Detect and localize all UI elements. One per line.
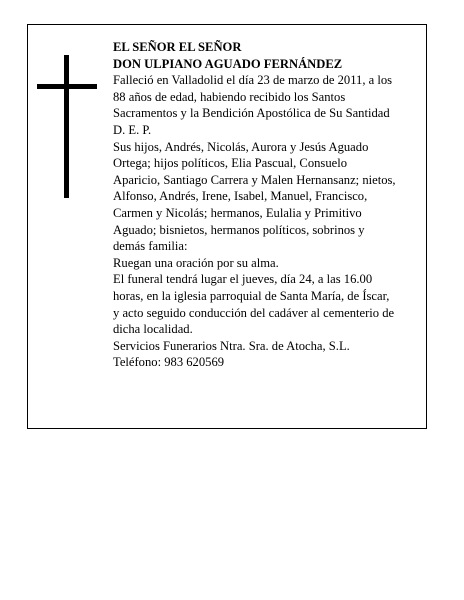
- family-list-line: Alfonso, Andrés, Irene, Isabel, Manuel, Francisco,: [113, 189, 368, 204]
- family-list-line: demás familia:: [113, 239, 188, 254]
- cross-vertical-bar: [64, 55, 69, 198]
- death-announcement-line: 88 años de edad, habiendo recibido los Santos: [113, 89, 346, 104]
- family-list-line: Aparicio, Santiago Carrera y Malen Hernansanz; nietos,: [113, 172, 396, 187]
- deceased-name: DON ULPIANO AGUADO FERNÁNDEZ: [113, 56, 343, 71]
- family-list-line: Sus hijos, Andrés, Nicolás, Aurora y Jesús Aguado: [113, 139, 369, 154]
- cross-horizontal-bar: [37, 84, 97, 89]
- family-list-line: Ortega; hijos políticos, Elia Pascual, Consuelo: [113, 156, 347, 171]
- family-list-line: Carmen y Nicolás; hermanos, Eulalia y Primitivo: [113, 205, 362, 220]
- funeral-details-line: horas, en la iglesia parroquial de Santa María, de Íscar,: [113, 288, 390, 303]
- obituary-text: [113, 39, 423, 371]
- funeral-service-name: Servicios Funerarios Ntra. Sra. de Atocha, S.L.: [113, 338, 350, 353]
- family-list-line: Aguado; bisnietos, hermanos políticos, sobrinos y: [113, 222, 365, 237]
- funeral-details-line: y acto seguido conducción del cadáver al cementerio de: [113, 305, 395, 320]
- funeral-details-line: dicha localidad.: [113, 322, 193, 337]
- death-announcement-line: D. E. P.: [113, 122, 152, 137]
- heading-title: EL SEÑOR EL SEÑOR: [113, 40, 242, 54]
- cross-icon: [37, 55, 97, 198]
- funeral-details-line: El funeral tendrá lugar el jueves, día 24, a las 16.00: [113, 272, 373, 287]
- prayer-request: Ruegan una oración por su alma.: [113, 255, 279, 270]
- death-announcement-line: Sacramentos y la Bendición Apostólica de Su Santidad: [113, 106, 390, 121]
- death-announcement-line: Falleció en Valladolid el día 23 de marzo de 2011, a los: [113, 73, 393, 88]
- funeral-service-phone: Teléfono: 983 620569: [113, 355, 225, 370]
